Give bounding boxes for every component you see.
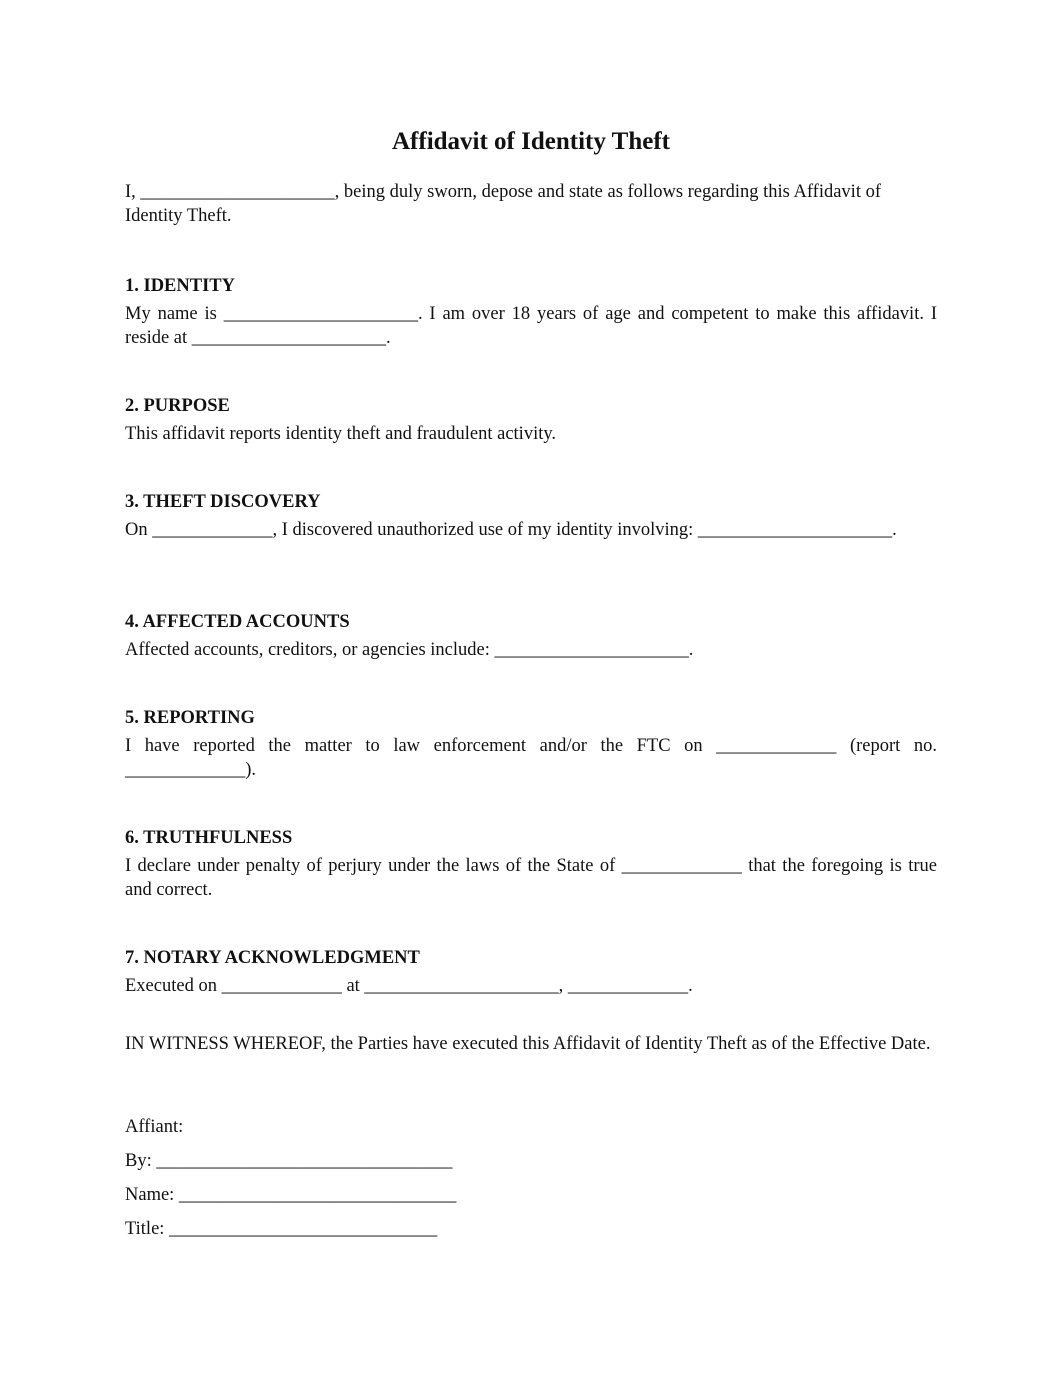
witness-paragraph: IN WITNESS WHEREOF, the Parties have executed this Affidavit of Identity Theft as of the Effective Date. — [125, 1034, 931, 1054]
section-body: My name is _____________________. I am over 18 years of age and competent to make this affidavit. I reside at _____________________. — [125, 304, 937, 348]
section-notary-acknowledgment — [125, 946, 937, 998]
section-heading: 3. THEFT DISCOVERY — [125, 492, 321, 512]
section-heading: 1. IDENTITY — [125, 276, 235, 296]
section-truthfulness — [125, 826, 937, 902]
section-body: This affidavit reports identity theft and fraudulent activity. — [125, 424, 557, 444]
intro-block — [125, 180, 937, 228]
section-reporting — [125, 706, 937, 782]
section-heading: 7. NOTARY ACKNOWLEDGMENT — [125, 948, 420, 968]
witness-block — [125, 1032, 937, 1056]
section-body: I declare under penalty of perjury under the laws of the State of _____________ that the foregoing is true and correct. — [125, 856, 937, 900]
intro-paragraph: I, _____________________, being duly sworn, depose and state as follows regarding this Affidavit of Identity Theft. — [125, 182, 881, 226]
section-body: On _____________, I discovered unauthorized use of my identity involving: _____________________. — [125, 520, 897, 540]
section-heading: 5. REPORTING — [125, 708, 255, 728]
section-body: Affected accounts, creditors, or agencies include: _____________________. — [125, 640, 694, 660]
signature-block — [125, 1110, 937, 1246]
section-heading: 6. TRUTHFULNESS — [125, 828, 293, 848]
signature-title-line: Title: _____________________________ — [125, 1219, 438, 1239]
section-affected-accounts — [125, 610, 937, 662]
section-heading: 2. PURPOSE — [125, 396, 230, 416]
section-heading: 4. AFFECTED ACCOUNTS — [125, 612, 350, 632]
section-body: Executed on _____________ at _____________________, _____________. — [125, 976, 693, 996]
signature-name-line: Name: ______________________________ — [125, 1185, 457, 1205]
section-purpose — [125, 394, 937, 446]
section-body: I have reported the matter to law enforcement and/or the FTC on _____________ (report no. _____________). — [125, 736, 937, 780]
signature-by-line: By: ________________________________ — [125, 1151, 453, 1171]
section-identity — [125, 274, 937, 350]
affiant-label: Affiant: — [125, 1117, 184, 1137]
section-theft-discovery — [125, 490, 937, 542]
document-title: Affidavit of Identity Theft — [391, 128, 670, 155]
